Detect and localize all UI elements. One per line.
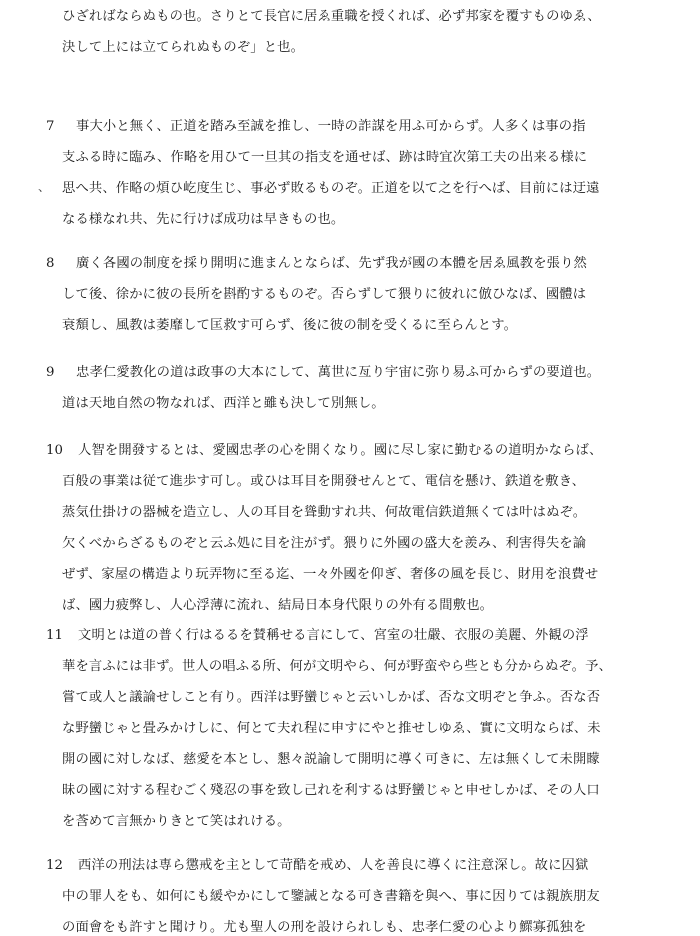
text-line: ひざればならぬもの也。さりとて長官に居ゑ重職を授くれば、必ず邦家を覆すものゆゑ、 bbox=[62, 9, 601, 24]
text-line: 蒸気仕掛けの器械を造立し、人の耳目を聳動すれ共、何故電信鉄道無くては叶はぬぞ。 bbox=[62, 505, 587, 520]
text-line: 思へ共、作略の煩ひ屹度生じ、事必ず敗るものぞ。正道を以て之を行へば、目前には迂遠 bbox=[62, 181, 600, 196]
text-line: 衰頽し、風教は萎靡して匡救す可らず、後に彼の制を受くるに至らんとす。 bbox=[62, 318, 518, 333]
text-line: 華を言ふには非ず。世人の唱ふる所、何が文明やら、何が野蛮やら些とも分からぬぞ。予、 bbox=[62, 659, 612, 674]
text-line: 人智を開發するとは、愛國忠孝の心を開くなり。國に尽し家に勤むるの道明かならば、 bbox=[78, 443, 603, 458]
paragraph-number: 8 bbox=[46, 256, 55, 271]
paragraph-number: 12 bbox=[46, 858, 63, 873]
text-line: 百般の事業は従て進歩す可し。或ひは耳目を開發せんとて、電信を懸け、鉄道を敷き、 bbox=[62, 474, 586, 489]
text-line: 嘗て或人と議論せしこと有り。西洋は野蠻じゃと云いしかば、否な文明ぞと争ふ。否な否 bbox=[62, 690, 601, 705]
text-line: 開の國に対しなば、慈愛を本とし、懇々説諭して開明に導く可きに、左は無くして未開矇 bbox=[62, 752, 600, 767]
text-line: して後、徐かに彼の長所を斟酌するものぞ。否らずして猥りに彼れに倣ひなば、國體は bbox=[62, 287, 587, 302]
text-line: 西洋の刑法は専ら懲戒を主として苛酷を戒め、人を善良に導くに注意深し。故に囚獄 bbox=[78, 858, 589, 873]
text-line: 事大小と無く、正道を踏み至誠を推し、一時の詐謀を用ふ可からず。人多くは事の指 bbox=[76, 119, 586, 134]
text-line: を莟めて言無かりきとて笑はれける。 bbox=[62, 814, 291, 829]
paragraph-number: 11 bbox=[46, 628, 63, 643]
text-line: 道は天地自然の物なれば、西洋と雖も決して別無し。 bbox=[62, 396, 385, 411]
text-line: 昧の國に対する程むごく殘忍の事を致し己れを利するは野蠻じゃと申せしかば、その人口 bbox=[62, 783, 600, 798]
text-line: ば、國力疲弊し、人心浮薄に流れ、結局日本身代限りの外有る間敷也。 bbox=[62, 598, 494, 613]
text-line: 支ふる時に臨み、作略を用ひて一旦其の指支を通せば、跡は時宜次第工夫の出来る様に bbox=[62, 150, 588, 165]
text-line: の面會をも許すと聞けり。尤も聖人の刑を設けられしも、忠孝仁愛の心より鰥寡孤独を bbox=[62, 920, 587, 935]
text-line: 欠くべからざるものぞと云ふ処に目を注がず。猥りに外國の盛大を羨み、利害得失を論 bbox=[62, 536, 587, 551]
text-line: 文明とは道の普く行はるるを賛稱せる言にして、宮室の壮嚴、衣服の美麗、外観の浮 bbox=[78, 628, 589, 643]
text-line: 廣く各國の制度を採り開明に進まんとならば、先ず我が國の本體を居ゑ風教を張り然 bbox=[76, 256, 587, 271]
text-line: ぜず、家屋の構造より玩弄物に至る迄、一々外國を仰ぎ、奢侈の風を長じ、財用を浪費せ bbox=[62, 567, 599, 582]
text-line: なる様なれ共、先に行けば成功は早きもの也。 bbox=[62, 212, 345, 227]
stray-mark: 、 bbox=[38, 180, 51, 194]
paragraph-number: 7 bbox=[46, 119, 55, 134]
text-line: な野蠻じゃと畳みかけしに、何とて夫れ程に申すにやと推せしゆゑ、實に文明ならば、未 bbox=[62, 721, 601, 736]
text-line: 忠孝仁愛教化の道は政事の大本にして、萬世に亙り宇宙に弥り易ふ可からずの要道也。 bbox=[76, 365, 601, 380]
text-line: 決して上には立てられぬものぞ」と也。 bbox=[62, 40, 305, 55]
paragraph-number: 10 bbox=[46, 443, 63, 458]
paragraph-number: 9 bbox=[46, 365, 55, 380]
text-line: 中の罪人をも、如何にも緩やかにして鑒誡となる可き書籍を與へ、事に因りては親族朋友 bbox=[62, 889, 600, 904]
